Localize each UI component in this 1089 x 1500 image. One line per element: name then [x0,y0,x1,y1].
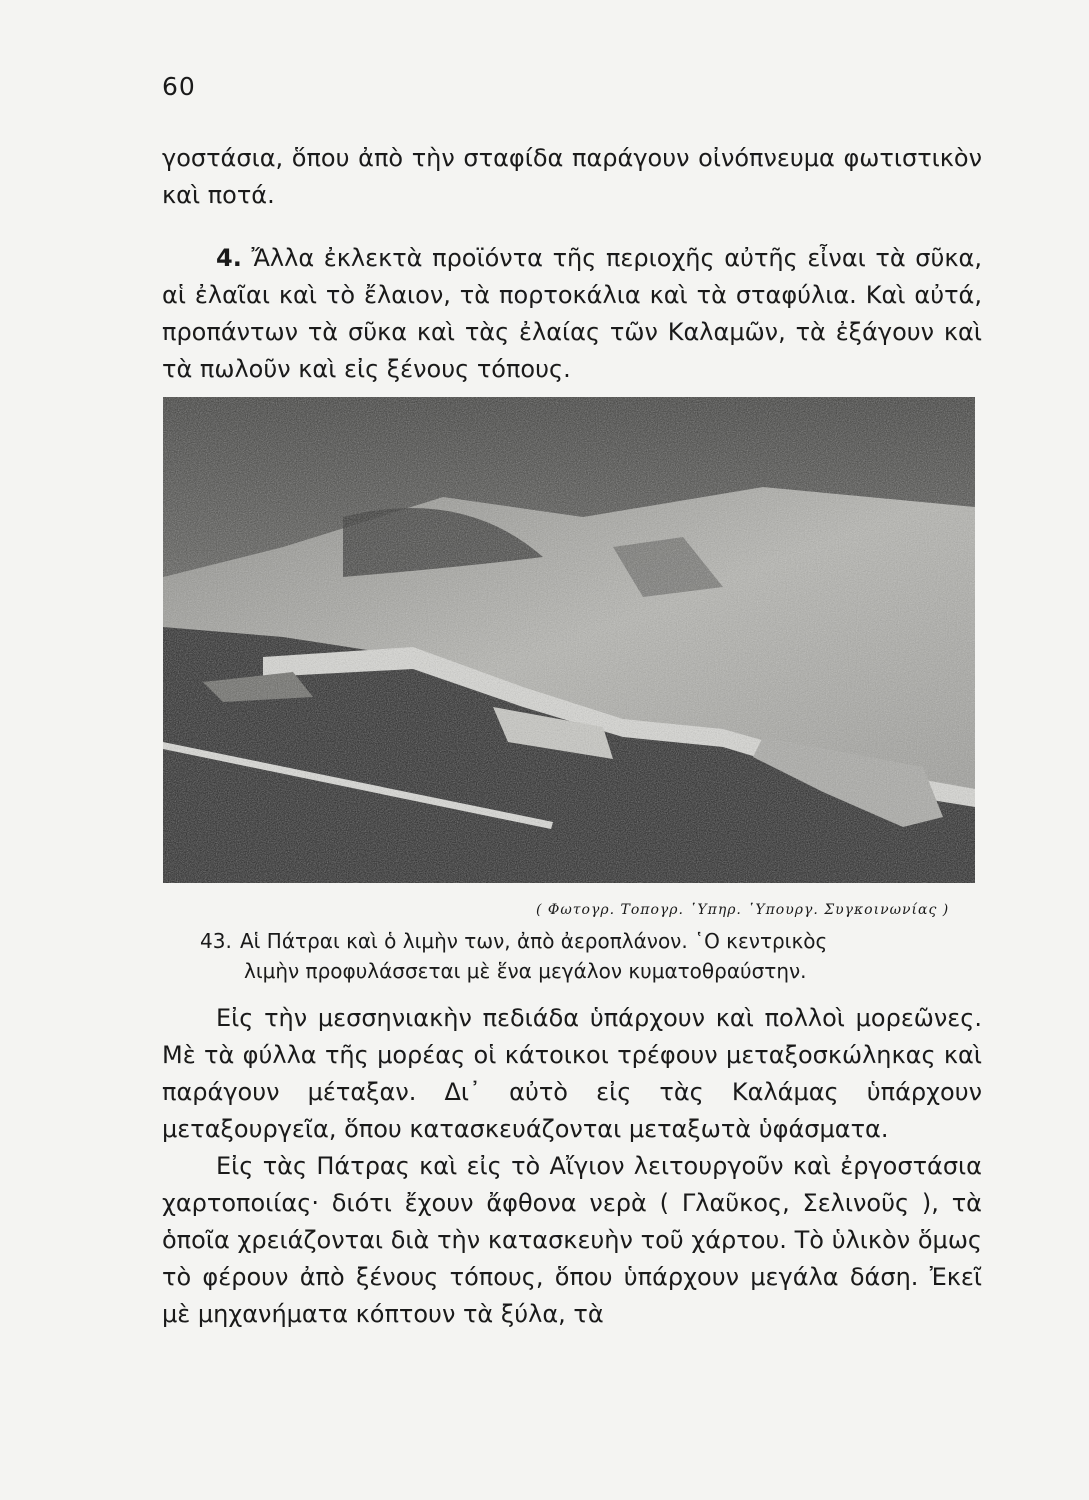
photo-credit: ( Φωτογρ. Τοπογρ. ῾Υπηρ. ῾Υπουργ. Συγκοινωνίας ) [536,902,950,918]
section-4-text: Ἄλλα ἐκλεκτὰ προϊόντα τῆς περιοχῆς αὐτῆς εἶναι τὰ σῦκα, αἱ ἐλαῖαι καὶ τὸ ἔλαιον, τὰ πορτοκάλια καὶ τὰ σταφύλια. Καὶ αὐτά, προπάντων τὰ σῦκα καὶ τὰς ἐλαίας τῶν Καλαμῶν, τὰ ἐξάγουν καὶ τὰ πωλοῦν καὶ εἰς ξένους τόπους. [162,244,982,383]
body-paragraph-1: Εἰς τὴν μεσσηνιακὴν πεδιάδα ὑπάρχουν καὶ πολλοὶ μορεῶνες. Μὲ τὰ φύλλα τῆς μορέας οἱ κάτοικοι τρέφουν μεταξοσκώληκας καὶ παράγουν μέταξαν. Δι᾽ αὐτὸ εἰς τὰς Καλάμας ὑπάρχουν μεταξουργεῖα, ὅπου κατασκευάζονται μεταξωτὰ ὑφάσματα. [162,1004,982,1143]
section-number: 4. [216,244,242,272]
figure-caption [200,926,960,986]
body-paragraph-2: Εἰς τὰς Πάτρας καὶ εἰς τὸ Αἴγιον λειτουργοῦν καὶ ἐργοστάσια χαρτοποιίας· διότι ἔχουν ἄφθονα νερὰ ( Γλαῦκος, Σελινοῦς ), τὰ ὁποῖα χρειάζονται διὰ τὴν κατασκευὴν τοῦ χάρτου. Τὸ ὑλικὸν ὅμως τὸ φέρουν ἀπὸ ξένους τόπους, ὅπου ὑπάρχουν μεγάλα δάση. Ἐκεῖ μὲ μηχανήματα κόπτουν τὰ ξύλα, τὰ [162,1152,982,1328]
page-number: 60 [162,72,196,101]
body-text [162,1000,982,1333]
figure-number: 43. [200,929,232,953]
aerial-photo-patras-harbor [163,397,975,883]
caption-line-2: λιμὴν προφυλάσσεται μὲ ἕνα μεγάλον κυματοθραύστην. [244,959,807,983]
caption-line-1: Αἱ Πάτραι καὶ ὁ λιμὴν των, ἀπὸ ἀεροπλάνον. ῾Ο κεντρικὸς [240,929,828,953]
intro-paragraph [162,140,982,214]
intro-text: γοστάσια, ὅπου ἀπὸ τὴν σταφίδα παράγουν οἰνόπνευμα φωτιστικὸν καὶ ποτά. [162,144,982,209]
section-4-paragraph [162,240,982,388]
